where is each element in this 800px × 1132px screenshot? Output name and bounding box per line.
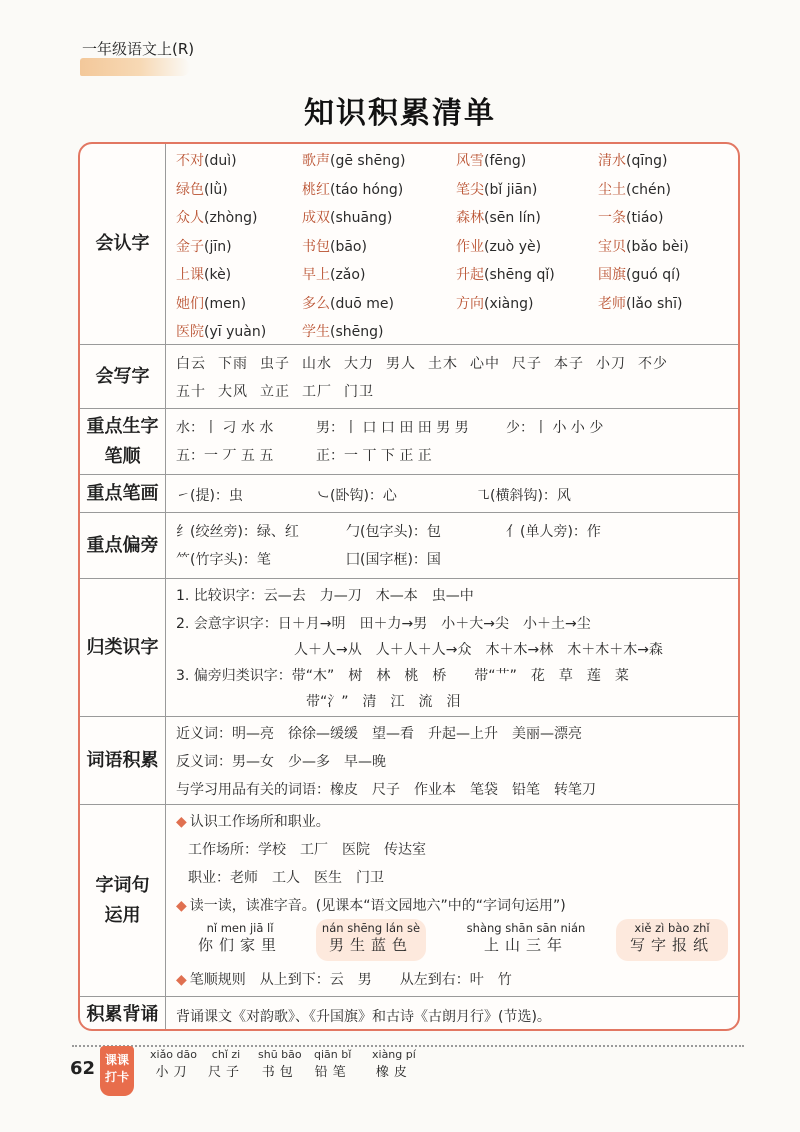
vocabulary-body [166, 717, 738, 804]
label-line-2: 运用 [104, 904, 141, 926]
recognize-word: 升起(shēng qǐ) [456, 267, 555, 283]
write-word: 工厂 [302, 384, 332, 400]
workplace-line: 工作场所：学校 工厂 医院 传达室 [188, 842, 426, 858]
recognize-word: 学生(shēng) [302, 324, 384, 340]
radical-bamboo: ⺮(竹字头)：笔 [176, 552, 271, 568]
section-label: 会认字 [80, 144, 166, 344]
header-brush-decoration [80, 58, 190, 76]
recognize-word: 上课(kè) [176, 267, 232, 283]
write-word: 五十 [176, 384, 206, 400]
footer-word: shū bāo 书包 [258, 1048, 302, 1080]
recognize-word: 尘土(chén) [598, 181, 671, 198]
recognize-word: 成双(shuāng) [302, 210, 393, 226]
write-word: 不少 [638, 356, 668, 372]
section-label: 重点笔画 [80, 475, 166, 512]
recognize-word: 歌声(gē shēng) [302, 153, 406, 169]
section-recite [80, 996, 738, 1031]
pinyin-group: nán shēng lán sè 男生蓝色 [321, 921, 421, 954]
write-row-2 [176, 381, 386, 401]
section-key-strokes [80, 474, 738, 512]
label-line-1: 重点生字 [86, 415, 159, 437]
radical-wrap: 勹(包字头)：包 [346, 524, 441, 540]
recognize-word: 早上(zǎo) [302, 267, 366, 283]
footer-word: qiān bǐ 铅笔 [314, 1048, 352, 1080]
usage-bullet-3: ◆ 笔顺规则 从上到下：云 男 从左到右：叶 竹 [176, 972, 512, 988]
stroke-wogou: ㇃(卧钩)：心 [316, 488, 397, 504]
write-word: 白云 [176, 356, 206, 372]
pinyin-group: xiě zì bào zhǐ 写字报纸 [629, 921, 714, 954]
section-label: 重点偏旁 [80, 513, 166, 578]
write-word: 大力 [344, 356, 374, 372]
write-words [166, 345, 738, 408]
recognize-word: 国旗(guó qí) [598, 267, 681, 283]
recognize-word: 医院(yī yuàn) [176, 324, 267, 340]
profession-line: 职业：老师 工人 医生 门卫 [188, 870, 384, 886]
bullet-icon: ◆ [176, 898, 187, 914]
write-word: 尺子 [512, 356, 542, 372]
page-number: 62 [70, 1058, 96, 1079]
section-write [80, 344, 738, 408]
stroke-man: 男：丨 口 口 田 田 男 男 [316, 420, 469, 436]
footer-word: chǐ zi 尺子 [208, 1048, 245, 1080]
recognize-word: 金子(jīn) [176, 238, 232, 255]
recognize-word: 方向(xiàng) [456, 295, 534, 312]
section-label [80, 805, 166, 996]
recognize-word: 老师(lǎo shī) [598, 295, 683, 312]
section-label: 词语积累 [80, 717, 166, 804]
stroke-few: 少：丨 小 小 少 [506, 420, 604, 436]
write-word: 门卫 [344, 384, 374, 400]
write-word: 土木 [428, 356, 458, 372]
section-label [80, 409, 166, 474]
write-word: 小刀 [596, 356, 626, 372]
section-classify [80, 578, 738, 716]
antonyms-line: 反义词：男—女 少—多 早—晚 [176, 754, 386, 770]
footer-word: xiàng pí 橡皮 [372, 1048, 416, 1080]
recognize-word: 风雪(fēng) [456, 153, 527, 169]
write-word: 大风 [218, 384, 248, 400]
section-label: 归类识字 [80, 579, 166, 716]
radicals-body [166, 513, 738, 578]
section-vocabulary [80, 716, 738, 804]
write-word: 男人 [386, 356, 416, 372]
pinyin-group: shàng shān sān nián 上山三年 [466, 921, 586, 954]
recognize-word: 书包(bāo) [302, 238, 367, 255]
recognize-word: 不对(duì) [176, 153, 237, 169]
stroke-ti: ㇀(提)：虫 [176, 488, 243, 504]
label-line-1: 字词句 [95, 874, 150, 896]
recognize-words [166, 144, 738, 344]
section-label: 积累背诵 [80, 997, 166, 1031]
page-title: 知识积累清单 [304, 96, 496, 131]
recognize-word: 绿色(lǜ) [176, 181, 228, 198]
classify-line-2: 2. 会意字识字：日＋月→明 田＋力→男 小＋大→尖 小＋土→尘 [176, 616, 591, 632]
write-word: 下雨 [218, 356, 248, 372]
write-word: 本子 [554, 356, 584, 372]
synonyms-line: 近义词：明—亮 徐徐—缓缓 望—看 升起—上升 美丽—漂亮 [176, 726, 582, 742]
classify-line-1: 1. 比较识字：云—去 力—刀 木—本 虫—中 [176, 588, 474, 604]
stroke-five: 五：一 丆 五 五 [176, 448, 274, 464]
stationery-line: 与学习用品有关的词语：橡皮 尺子 作业本 笔袋 铅笔 转笔刀 [176, 782, 596, 798]
classify-line-4: 3. 偏旁归类识字：带“木” 树 林 桃 桥 带“艹” 花 草 莲 菜 [176, 668, 629, 684]
bullet-icon: ◆ [176, 972, 187, 988]
classify-body [166, 579, 738, 716]
recognize-word: 一条(tiáo) [598, 210, 664, 226]
key-strokes-body [166, 475, 738, 512]
pinyin-group: nǐ men jiā lǐ 你们家里 [197, 921, 282, 954]
recognize-word: 作业(zuò yè) [456, 238, 542, 255]
stroke-water: 水：丨 刁 水 水 [176, 420, 274, 436]
write-word: 立正 [260, 384, 290, 400]
recognize-word: 宝贝(bǎo bèi) [598, 238, 689, 255]
write-word: 山水 [302, 356, 332, 372]
usage-body [166, 805, 738, 996]
recognize-word: 多么(duō me) [302, 295, 394, 312]
radical-frame: 囗(国字框)：国 [346, 552, 441, 568]
knowledge-board [78, 142, 740, 1031]
recognize-word: 森林(sēn lín) [456, 210, 541, 226]
usage-bullet-2: ◆ 读一读，读准字音。(见课本“语文园地六”中的“字词句运用”) [176, 898, 566, 914]
section-stroke-order [80, 408, 738, 474]
section-recognize [80, 144, 738, 344]
stroke-hengxiegou: ㇈(横斜钩)：风 [476, 488, 571, 504]
section-label: 会写字 [80, 345, 166, 408]
section-radicals [80, 512, 738, 578]
label-line-2: 笔顺 [104, 445, 141, 467]
bullet-icon: ◆ [176, 814, 187, 830]
recognize-word: 清水(qīng) [598, 153, 668, 169]
write-word: 心中 [470, 356, 500, 372]
usage-bullet-1: ◆ 认识工作场所和职业。 [176, 814, 330, 830]
write-word: 虫子 [260, 356, 290, 372]
recognize-word: 众人(zhòng) [176, 210, 258, 226]
checkin-stamp: 课课打卡 [100, 1046, 134, 1096]
footer-word: xiǎo dāo 小刀 [150, 1048, 197, 1080]
radical-person: 亻(单人旁)：作 [506, 524, 601, 540]
radical-silk: 纟(绞丝旁)：绿、红 [176, 524, 299, 540]
book-label: 一年级语文上(R) [82, 40, 195, 58]
recognize-word: 桃红(táo hóng) [302, 181, 404, 198]
classify-line-5: 带“氵” 清 江 流 泪 [306, 694, 461, 710]
stroke-right: 正：一 丅 下 正 正 [316, 448, 432, 464]
recognize-word: 笔尖(bǐ jiān) [456, 181, 538, 198]
footer-divider [72, 1045, 744, 1047]
section-usage [80, 804, 738, 996]
recite-text: 背诵课文《对韵歌》、《升国旗》和古诗《古朗月行》(节选)。 [176, 1009, 551, 1025]
write-row-1 [176, 353, 680, 373]
recite-body [166, 997, 738, 1031]
classify-line-3: 人＋人→从 人＋人＋人→众 木＋木→林 木＋木＋木→森 [294, 642, 663, 658]
recognize-word: 她们(men) [176, 295, 247, 312]
stroke-order-body [166, 409, 738, 474]
